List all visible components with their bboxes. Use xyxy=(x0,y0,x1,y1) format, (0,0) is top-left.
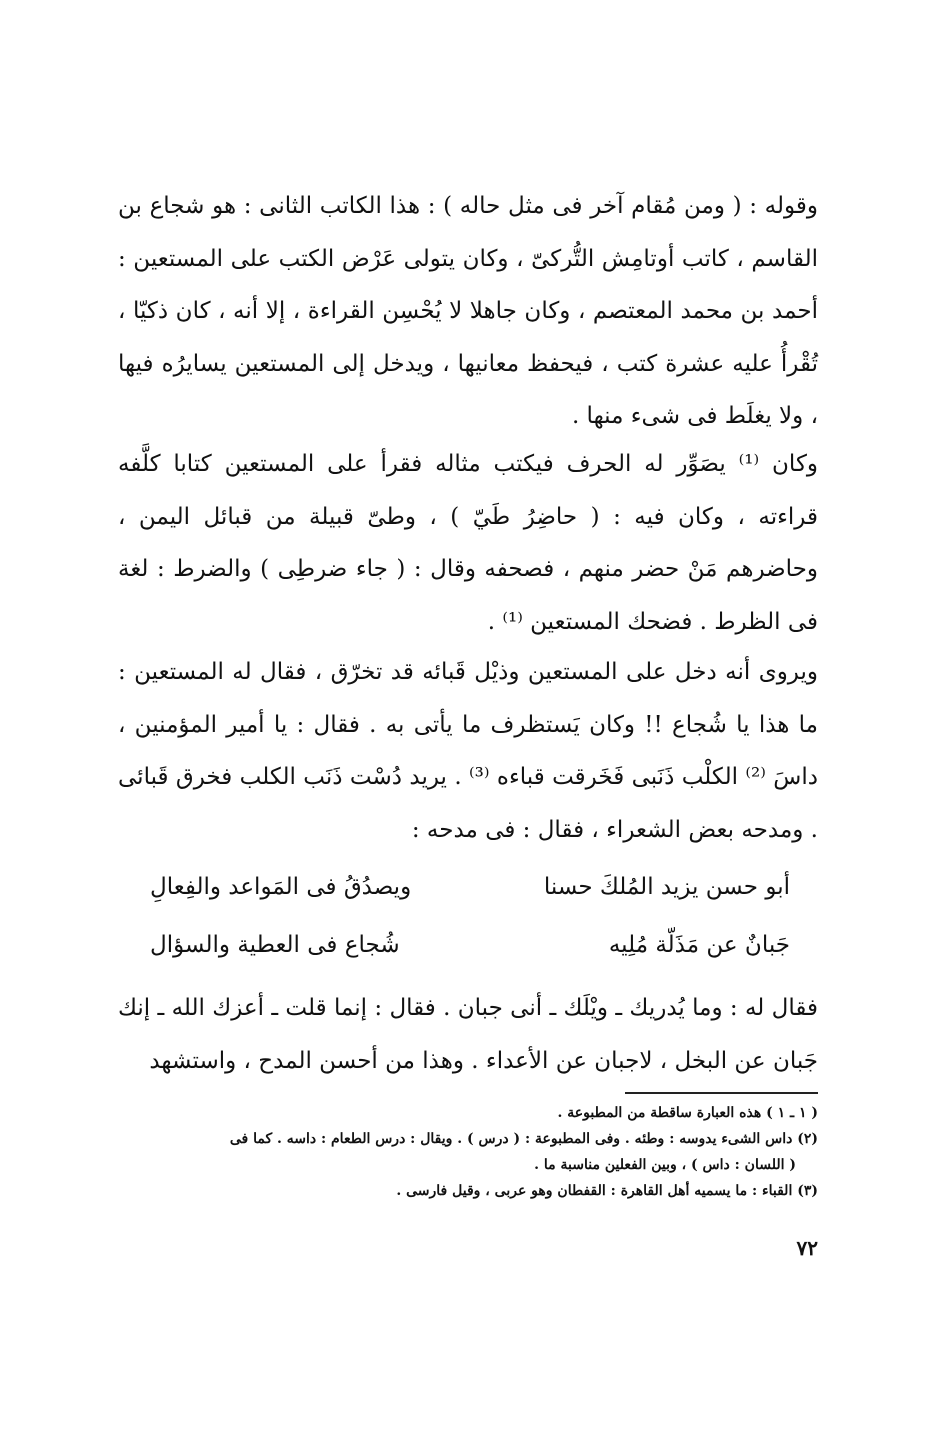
verse-first-hemistich: جَبانٌ عن مَذَلّة مُلِيه xyxy=(608,932,790,958)
verse-second-hemistich: ويصدُقُ فى المَواعد والفِعالِ xyxy=(150,874,412,900)
poem-verse xyxy=(150,920,790,970)
verse-second-hemistich: شُجاع فى العطية والسؤال xyxy=(150,932,400,958)
paragraph-torn-cloak-anecdote xyxy=(118,646,818,856)
paragraph-text: وكان ⁽¹⁾ يصَوِّر له الحرف فيكتب مثاله فقرأ على المستعين كتابا كلَّفه قراءته ، وكان فيه : ( حاضِرُ طَيّ ) ، وطىّ قبيلة من قبائل اليمن ، وحاضرهم مَنْ حضر منهم ، فصحفه وقال : ( جاء ضرطِى ) والضرط : لغة فى الظرط . فضحك المستعين ⁽¹⁾ . xyxy=(118,451,819,635)
paragraph-shuja-intro xyxy=(118,180,818,443)
paragraph-text: فقال له : وما يُدريك ـ ويْلَك ـ أنى جبان . فقال : إنما قلت ـ أعزك الله ـ إنك جَبان عن البخل ، لاجبان عن الأعداء . وهذا من أحسن المدح ، واستشهد xyxy=(118,995,818,1074)
paragraph-text: ويروى أنه دخل على المستعين وذيْل قَبائه قد تخرّق ، فقال له المستعين : ما هذا يا شُجاع !! وكان يَستظرف ما يأتى به . فقال : يا أمير المؤمنين ، داسَ ⁽²⁾ الكلْب ذَنَبى فَخَرقت قباءه ⁽³⁾ . يريد دُسْت ذَنَب الكلب فخرق قَبائى . ومدحه بعض الشعراء ، فقال : فى مدحه : xyxy=(118,659,818,843)
footnote-3: (٣) القباء : ما يسميه أهل القاهرة : القفطان وهو عربى ، وقيل فارسى . xyxy=(396,1183,818,1199)
paragraph-misreading-anecdote xyxy=(118,438,818,648)
footnote-divider xyxy=(625,1092,818,1094)
verse-first-hemistich: أبو حسن يزيد المُلكَ حسنا xyxy=(543,874,790,900)
paragraph-closing xyxy=(118,982,818,1087)
footnote-2-continuation: ( اللسان : داس ) ، وبين الفعلين مناسبة ما . xyxy=(534,1157,796,1173)
footnote-1: ( ١ ـ ١ ) هذه العبارة ساقطة من المطبوعة . xyxy=(557,1105,818,1121)
footnotes xyxy=(118,1100,818,1204)
poem-verse xyxy=(150,862,790,912)
page-number: ٧٢ xyxy=(796,1236,818,1260)
paragraph-text: وقوله : ( ومن مُقام آخر فى مثل حاله ) : هذا الكاتب الثانى : هو شجاع بن القاسم ، كاتب أوتامِش التُّركىّ ، وكان يتولى عَرْض الكتب على المستعين : أحمد بن محمد المعتصم ، وكان جاهلا لا يُحْسِن القراءة ، إلا أنه ، كان ذكيّا ، تُقْرأُ عليه عشرة كتب ، فيحفظ معانيها ، ويدخل إلى المستعين يسايرُه فيها ، ولا يغلَط فى شىء منها . xyxy=(118,193,818,429)
footnote-2: (٢) داس الشىء يدوسه : وطئه . وفى المطبوعة : ( درس ) . ويقال : درس الطعام : داسه . كما فى xyxy=(229,1131,818,1147)
